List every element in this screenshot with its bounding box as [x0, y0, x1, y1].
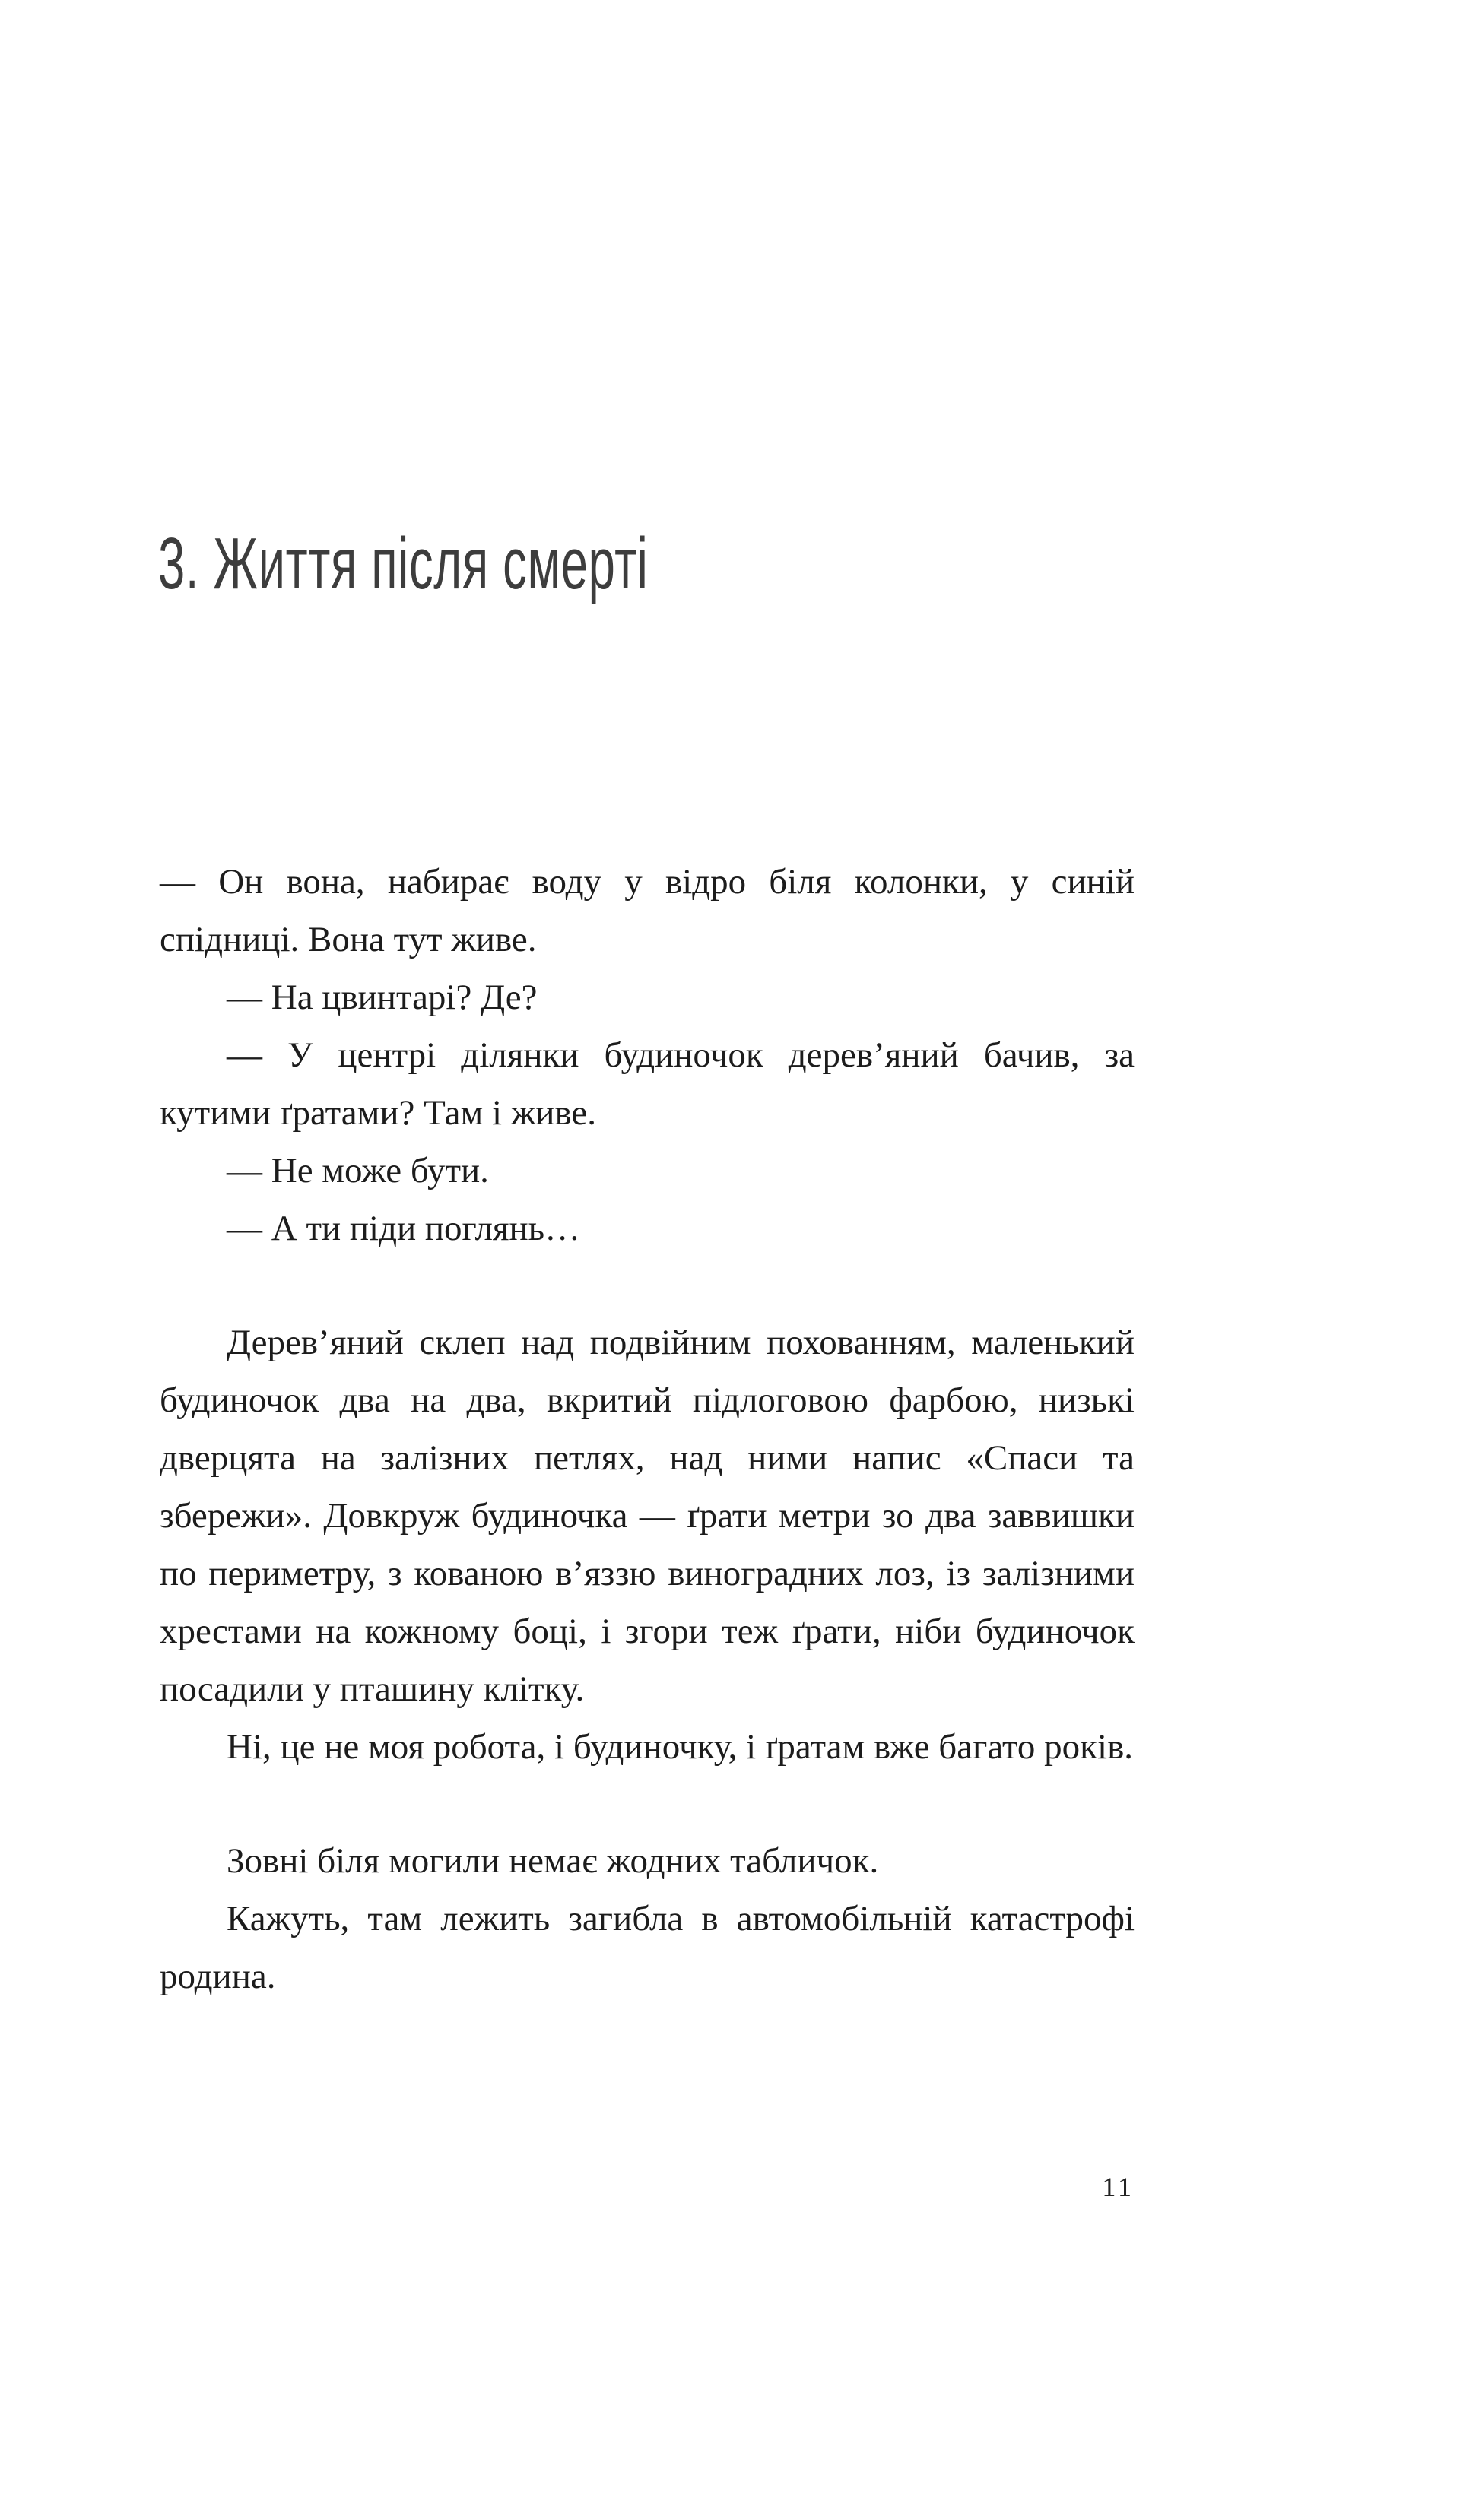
dialogue-line: — Не може бути.: [227, 1151, 489, 1190]
dialogue-line: — У центрі ділянки будиночок дерев’яний бачив, за кутими ґратами? Там і живе.: [160, 1035, 1135, 1133]
body-paragraph: Кажуть, там лежить загибла в автомобільній катастрофі родина.: [160, 1899, 1135, 1996]
page-number: 11: [1102, 2172, 1135, 2202]
body-paragraph: Ні, це не моя робота, і будиночку, і ґратам вже багато років.: [227, 1727, 1134, 1767]
dialogue-line: — Он вона, набирає воду у відро біля колонки, у синій спідниці. Вона тут живе.: [160, 862, 1135, 959]
chapter-title: 3. Життя після смерті: [158, 523, 649, 605]
body-paragraph: Дерев’яний склеп над подвійним похованням, маленький будиночок два на два, вкритий підлоговою фарбою, низькі дверцята на залізних петлях, над ними напис «Спаси та збережи». Довкруж будиночка — ґрати метри зо два заввишки по периметру, з кованою в’яззю виноградних лоз, із залізними хрестами на кожному боці, і згори теж ґрати, ніби будиночок посадили у пташину клітку.: [160, 1323, 1135, 1709]
body-paragraph: Зовні біля могили немає жодних табличок.: [227, 1841, 879, 1881]
dialogue-line: — На цвинтарі? Де?: [227, 978, 538, 1017]
body-text: [160, 853, 1135, 2005]
dialogue-line: — А ти піди поглянь…: [227, 1209, 581, 1248]
